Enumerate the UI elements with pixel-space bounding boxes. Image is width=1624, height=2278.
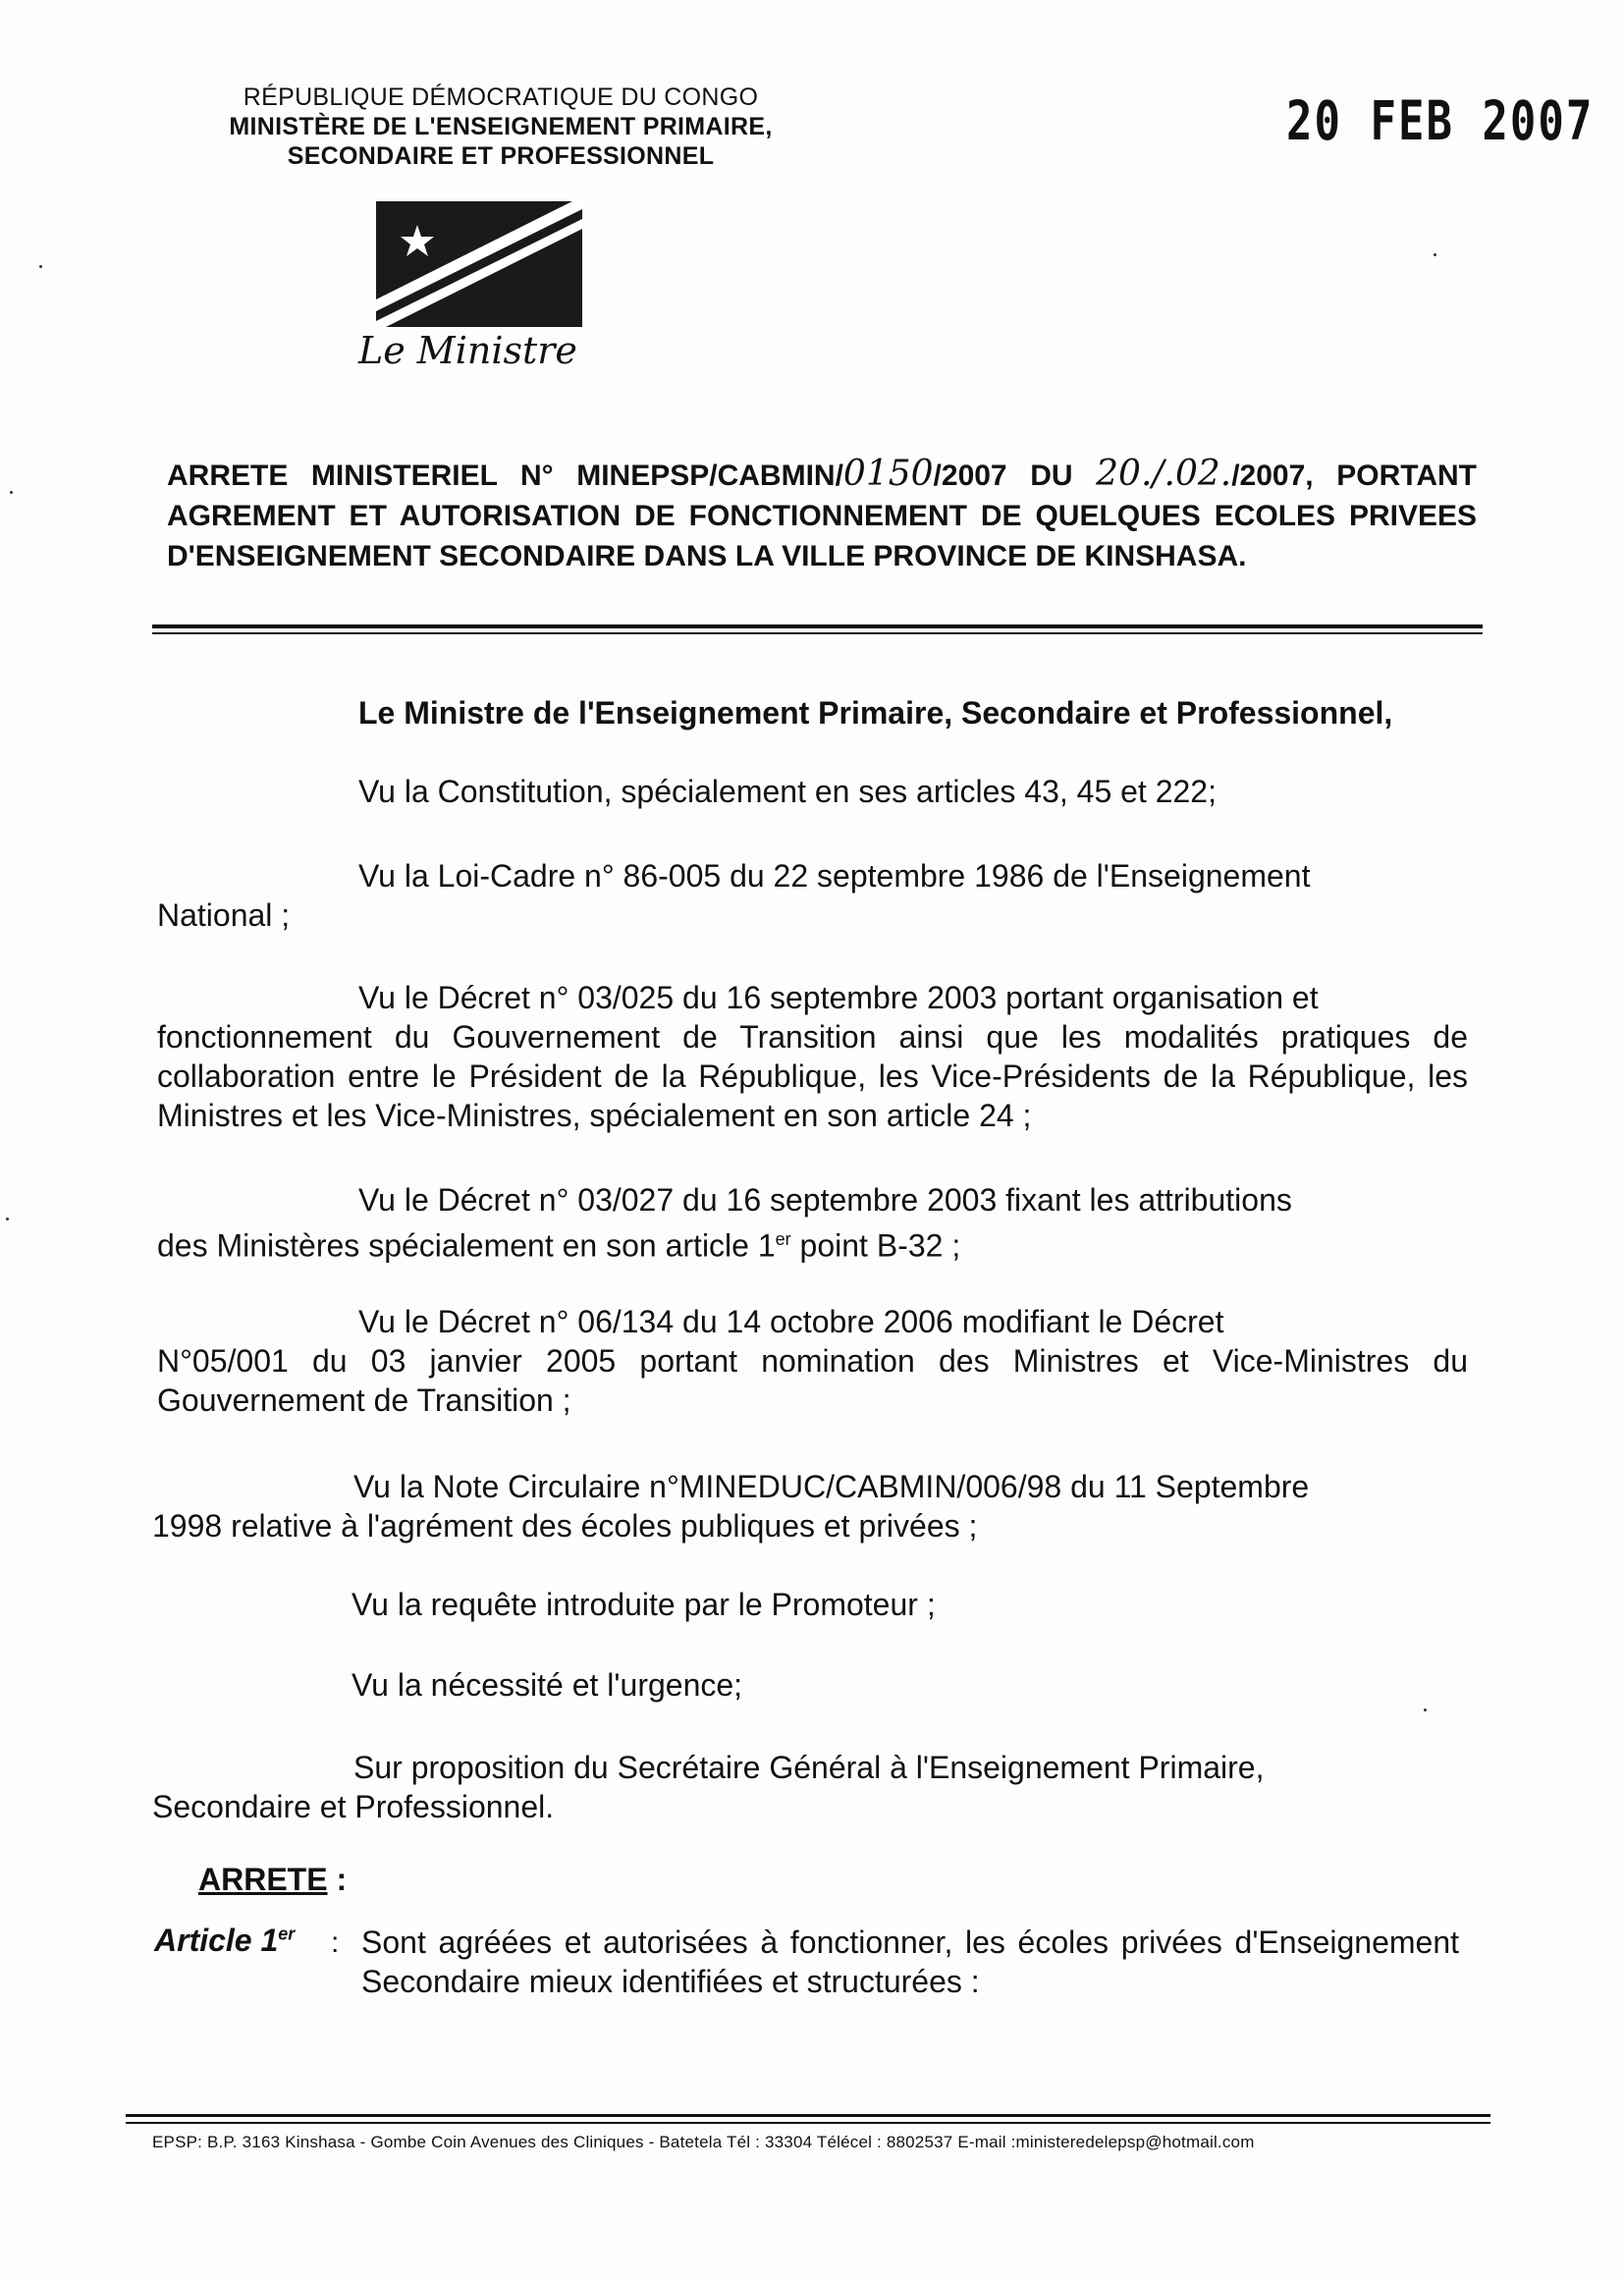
vu-decret-06-134-rest: N°05/001 du 03 janvier 2005 portant nomination des Ministres et Vice-Ministres du Gouvernement de Transition ; [157,1343,1468,1418]
decree-title-prefix: ARRETE MINISTERIEL N° MINEPSP/CABMIN/ [167,460,843,492]
scan-speck [39,265,42,268]
decree-title-year: /2007 DU [933,460,1097,492]
arrete-heading-colon: : [327,1862,348,1897]
footer-contact: EPSP: B.P. 3163 Kinshasa - Gombe Coin Avenues des Cliniques - Batetela Tél : 33304 Télécel : 8802537 E-mail :ministeredelepsp@hotmail.com [152,2133,1255,2151]
footer-divider-thick [126,2114,1490,2117]
vu-decret-03-027-rest-a: des Ministères spécialement en son article 1 [157,1227,776,1264]
article-1-label-text: Article 1 [154,1923,279,1958]
vu-decret-06-134-first: Vu le Décret n° 06/134 du 14 octobre 2006 modifiant le Décret [358,1304,1224,1339]
vu-loi-cadre-first: Vu la Loi-Cadre n° 86-005 du 22 septembre 1986 de l'Enseignement [358,858,1311,894]
title-divider-thin [152,632,1483,634]
ministry-name-line1: MINISTÈRE DE L'ENSEIGNEMENT PRIMAIRE, [229,113,773,140]
vu-decret-03-027 [157,1180,1468,1266]
date-stamp: 20 FEB 2007 [1286,90,1595,153]
scan-speck [1434,253,1436,256]
scan-speck [1424,1708,1427,1711]
vu-loi-cadre [157,856,1468,935]
vu-constitution: Vu la Constitution, spécialement en ses articles 43, 45 et 222; [358,774,1217,809]
scan-speck [6,1218,9,1220]
vu-requete: Vu la requête introduite par le Promoteur ; [352,1587,936,1622]
letterhead [157,82,844,171]
vu-decret-03-025-rest: fonctionnement du Gouvernement de Transition ainsi que les modalités pratiques de collaboration entre le Président de la République, les Vice-Présidents de la République, les Ministres et les Vice-Ministres, spécialement en son article 24 ; [157,1019,1468,1133]
vu-decret-06-134 [157,1302,1468,1420]
decree-title-rest: PORTANT AGREMENT ET AUTORISATION DE FONCTIONNEMENT DE QUELQUES ECOLES PRIVEES D'ENSEIGNEMENT SECONDAIRE DANS LA VILLE PROVINCE DE KINSHASA. [167,460,1477,572]
country-name: RÉPUBLIQUE DÉMOCRATIQUE DU CONGO [243,83,759,111]
decree-title [167,454,1477,576]
title-divider-thick [152,624,1483,628]
drc-flag-icon [376,201,582,327]
vu-decret-03-027-first: Vu le Décret n° 03/027 du 16 septembre 2003 fixant les attributions [358,1182,1292,1218]
arrete-heading-word: ARRETE [198,1862,328,1897]
sur-proposition-first: Sur proposition du Secrétaire Général à l'Enseignement Primaire, [353,1750,1265,1785]
sur-proposition [152,1748,1463,1826]
decree-date-year: /2007, [1231,460,1314,492]
vu-decret-03-025-first: Vu le Décret n° 03/025 du 16 septembre 2003 portant organisation et [358,980,1319,1015]
vu-decret-03-025 [157,978,1468,1135]
scan-speck [10,491,13,494]
article-1-text: Sont agréées et autorisées à fonctionner, les écoles privées d'Enseignement Secondaire mieux identifiées et structurées : [361,1925,1459,1999]
vu-loi-cadre-rest: National ; [157,897,291,933]
minister-intro-line: Le Ministre de l'Enseignement Primaire, Secondaire et Professionnel, [358,695,1393,731]
decree-date-handwritten: 20./.02. [1096,454,1232,494]
vu-necessite: Vu la nécessité et l'urgence; [352,1667,743,1703]
sur-proposition-rest: Secondaire et Professionnel. [152,1789,555,1824]
article-1-label-sup: er [278,1924,296,1944]
vu-note-circulaire-rest: 1998 relative à l'agrément des écoles publiques et privées ; [152,1508,978,1544]
arrete-heading [198,1862,347,1898]
vu-decret-03-027-rest-b: point B-32 ; [790,1227,961,1264]
ministry-name-line2: SECONDAIRE ET PROFESSIONNEL [287,142,715,170]
vu-note-circulaire-first: Vu la Note Circulaire n°MINEDUC/CABMIN/006/98 du 11 Septembre [353,1469,1310,1504]
article-1-colon: : [331,1926,340,1959]
vu-decret-03-027-sup: er [775,1229,791,1249]
footer-divider-thin [126,2122,1490,2124]
minister-signature-title: Le Ministre [358,329,577,372]
article-1-label [154,1923,295,1959]
decree-number-handwritten: 0150 [842,454,934,494]
vu-note-circulaire [152,1467,1463,1546]
